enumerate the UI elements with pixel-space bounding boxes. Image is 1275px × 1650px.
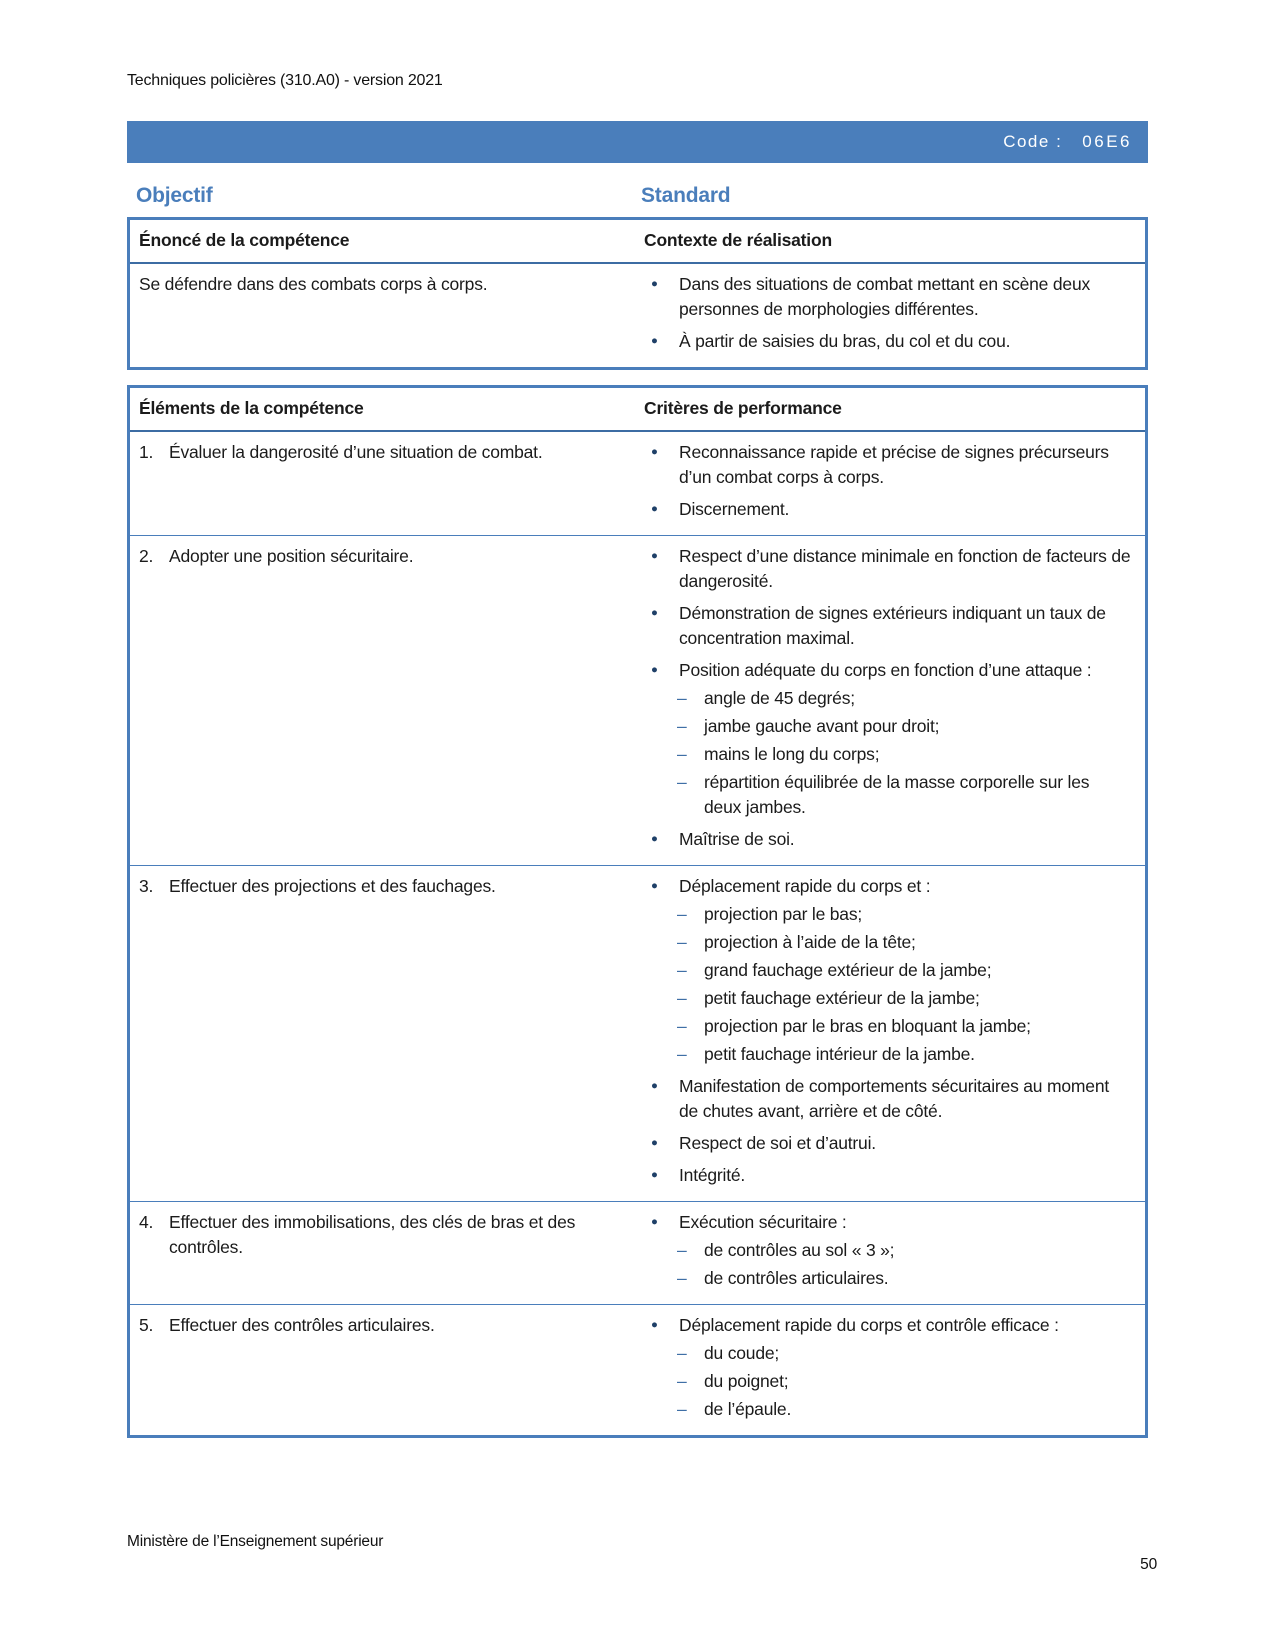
criteria-text: Dans des situations de combat mettant en scène deux personnes de morphologies différentes. — [679, 274, 1091, 319]
criteria-text: projection à l’aide de la tête; — [704, 932, 916, 952]
criteria-text: mains le long du corps; — [704, 744, 880, 764]
criteria-bullet-item — [638, 1074, 1131, 1124]
bullet-marker-icon: ● — [651, 335, 658, 347]
dash-marker-icon: – — [677, 688, 687, 708]
bullet-marker-icon: ● — [651, 1319, 658, 1331]
numbered-element — [139, 874, 624, 899]
element-number: 5. — [139, 1315, 154, 1335]
criteria-bullet-item — [638, 329, 1131, 354]
criteria-text: Déplacement rapide du corps et contrôle efficace : — [679, 1315, 1059, 1335]
criteria-bullet-item — [638, 874, 1131, 899]
competence-statement-table — [127, 217, 1148, 370]
criteria-text: Intégrité. — [679, 1165, 746, 1185]
criteria-dash-item — [638, 770, 1131, 820]
criteria-cell — [638, 1202, 1145, 1304]
dash-marker-icon: – — [677, 904, 687, 924]
elements-header: Éléments de la compétence — [139, 398, 364, 418]
dash-marker-icon: – — [677, 960, 687, 980]
criteria-text: Démonstration de signes extérieurs indiquant un taux de concentration maximal. — [679, 603, 1106, 648]
criteria-bullet-item — [638, 497, 1131, 522]
criteria-dash-item — [638, 742, 1131, 767]
element-text: Effectuer des contrôles articulaires. — [169, 1315, 435, 1335]
competency-row — [130, 535, 1145, 865]
competency-row — [130, 1304, 1145, 1435]
criteria-text: Exécution sécuritaire : — [679, 1212, 847, 1232]
competency-row — [130, 432, 1145, 535]
dash-marker-icon: – — [677, 988, 687, 1008]
code-value: 06E6 — [1082, 132, 1132, 151]
table-row — [130, 264, 1145, 367]
elements-criteria-table — [127, 385, 1148, 1438]
element-text: Effectuer des immobilisations, des clés de bras et des contrôles. — [169, 1212, 576, 1257]
contexte-list — [638, 264, 1145, 367]
element-number: 4. — [139, 1212, 154, 1232]
objectif-heading: Objectif — [136, 184, 213, 207]
criteria-dash-item — [638, 714, 1131, 739]
element-text: Effectuer des projections et des fauchages. — [169, 876, 496, 896]
criteria-bullet-item — [638, 658, 1131, 683]
dash-marker-icon: – — [677, 1016, 687, 1036]
criteria-text: projection par le bras en bloquant la jambe; — [704, 1016, 1031, 1036]
criteria-text: À partir de saisies du bras, du col et du cou. — [679, 331, 1011, 351]
enonce-header: Énoncé de la compétence — [139, 230, 350, 250]
element-number: 2. — [139, 546, 154, 566]
bullet-marker-icon: ● — [651, 833, 658, 845]
criteria-bullet-item — [638, 272, 1131, 322]
criteria-dash-item — [638, 686, 1131, 711]
criteria-text: Discernement. — [679, 499, 790, 519]
bullet-marker-icon: ● — [651, 278, 658, 290]
criteria-bullet-item — [638, 827, 1131, 852]
criteria-dash-item — [638, 902, 1131, 927]
criteria-text: Déplacement rapide du corps et : — [679, 876, 931, 896]
element-text: Évaluer la dangerosité d’une situation de combat. — [169, 442, 543, 462]
dash-marker-icon: – — [677, 932, 687, 952]
criteria-text: Reconnaissance rapide et précise de signes précurseurs d’un combat corps à corps. — [679, 442, 1109, 487]
criteria-bullet-item — [638, 1131, 1131, 1156]
criteria-text: Position adéquate du corps en fonction d’une attaque : — [679, 660, 1092, 680]
criteria-text: jambe gauche avant pour droit; — [704, 716, 940, 736]
standard-heading: Standard — [641, 184, 731, 207]
dash-marker-icon: – — [677, 1240, 687, 1260]
bullet-marker-icon: ● — [651, 880, 658, 892]
element-cell — [130, 432, 638, 535]
criteria-bullet-item — [638, 601, 1131, 651]
bullet-marker-icon: ● — [651, 446, 658, 458]
dash-marker-icon: – — [677, 1371, 687, 1391]
competency-row — [130, 1201, 1145, 1304]
element-text: Adopter une position sécuritaire. — [169, 546, 414, 566]
bullet-marker-icon: ● — [651, 607, 658, 619]
contexte-header: Contexte de réalisation — [644, 230, 832, 250]
numbered-element — [139, 544, 624, 569]
element-number: 3. — [139, 876, 154, 896]
element-cell — [130, 866, 638, 1201]
criteria-cell — [638, 866, 1145, 1201]
dash-marker-icon: – — [677, 744, 687, 764]
criteria-text: du coude; — [704, 1343, 780, 1363]
criteria-text: Respect d’une distance minimale en fonction de facteurs de dangerosité. — [679, 546, 1131, 591]
element-number: 1. — [139, 442, 154, 462]
criteria-bullet-item — [638, 544, 1131, 594]
criteria-text: répartition équilibrée de la masse corporelle sur les deux jambes. — [704, 772, 1090, 817]
bullet-marker-icon: ● — [651, 550, 658, 562]
code-label: Code : — [1003, 132, 1063, 151]
bullet-marker-icon: ● — [651, 1169, 658, 1181]
element-cell — [130, 1305, 638, 1435]
numbered-element — [139, 1313, 624, 1338]
criteria-text: grand fauchage extérieur de la jambe; — [704, 960, 992, 980]
criteria-text: angle de 45 degrés; — [704, 688, 855, 708]
page-number: 50 — [1140, 1556, 1157, 1573]
dash-marker-icon: – — [677, 716, 687, 736]
criteria-dash-item — [638, 1042, 1131, 1067]
dash-marker-icon: – — [677, 772, 687, 792]
dash-marker-icon: – — [677, 1044, 687, 1064]
criteria-text: de contrôles articulaires. — [704, 1268, 889, 1288]
table-header-row — [130, 220, 1145, 264]
criteria-dash-item — [638, 930, 1131, 955]
criteria-bullet-item — [638, 1163, 1131, 1188]
page-content — [127, 0, 1148, 1438]
element-cell — [130, 1202, 638, 1304]
criteria-cell — [638, 536, 1145, 865]
criteria-text: petit fauchage intérieur de la jambe. — [704, 1044, 975, 1064]
numbered-element — [139, 440, 624, 465]
criteria-cell — [638, 1305, 1145, 1435]
bullet-marker-icon: ● — [651, 664, 658, 676]
footer-ministry: Ministère de l’Enseignement supérieur — [127, 1533, 384, 1550]
dash-marker-icon: – — [677, 1268, 687, 1288]
dash-marker-icon: – — [677, 1343, 687, 1363]
bullet-marker-icon: ● — [651, 1080, 658, 1092]
criteria-bullet-item — [638, 1210, 1131, 1235]
criteria-dash-item — [638, 1266, 1131, 1291]
criteria-dash-item — [638, 1369, 1131, 1394]
criteria-dash-item — [638, 1397, 1131, 1422]
criteria-text: Maîtrise de soi. — [679, 829, 795, 849]
dash-marker-icon: – — [677, 1399, 687, 1419]
element-cell — [130, 536, 638, 865]
criteria-dash-item — [638, 1014, 1131, 1039]
criteria-text: de contrôles au sol « 3 »; — [704, 1240, 895, 1260]
bullet-marker-icon: ● — [651, 1137, 658, 1149]
criteria-text: Respect de soi et d’autrui. — [679, 1133, 876, 1153]
bullet-marker-icon: ● — [651, 503, 658, 515]
competency-row — [130, 865, 1145, 1201]
criteria-dash-item — [638, 1341, 1131, 1366]
criteres-header: Critères de performance — [644, 398, 842, 418]
bullet-marker-icon: ● — [651, 1216, 658, 1228]
criteria-text: petit fauchage extérieur de la jambe; — [704, 988, 980, 1008]
criteria-text: projection par le bas; — [704, 904, 863, 924]
criteria-dash-item — [638, 1238, 1131, 1263]
competence-statement: Se défendre dans des combats corps à corps. — [139, 274, 488, 294]
criteria-dash-item — [638, 986, 1131, 1011]
numbered-element — [139, 1210, 624, 1260]
criteria-cell — [638, 432, 1145, 535]
criteria-dash-item — [638, 958, 1131, 983]
criteria-text: de l’épaule. — [704, 1399, 792, 1419]
code-bar — [127, 121, 1148, 163]
criteria-text: Manifestation de comportements sécuritaires au moment de chutes avant, arrière et de côté. — [679, 1076, 1110, 1121]
column-headings — [127, 184, 1148, 208]
table-header-row — [130, 388, 1145, 432]
criteria-bullet-item — [638, 440, 1131, 490]
running-header: Techniques policières (310.A0) - version 2021 — [127, 72, 443, 89]
criteria-bullet-item — [638, 1313, 1131, 1338]
criteria-text: du poignet; — [704, 1371, 789, 1391]
